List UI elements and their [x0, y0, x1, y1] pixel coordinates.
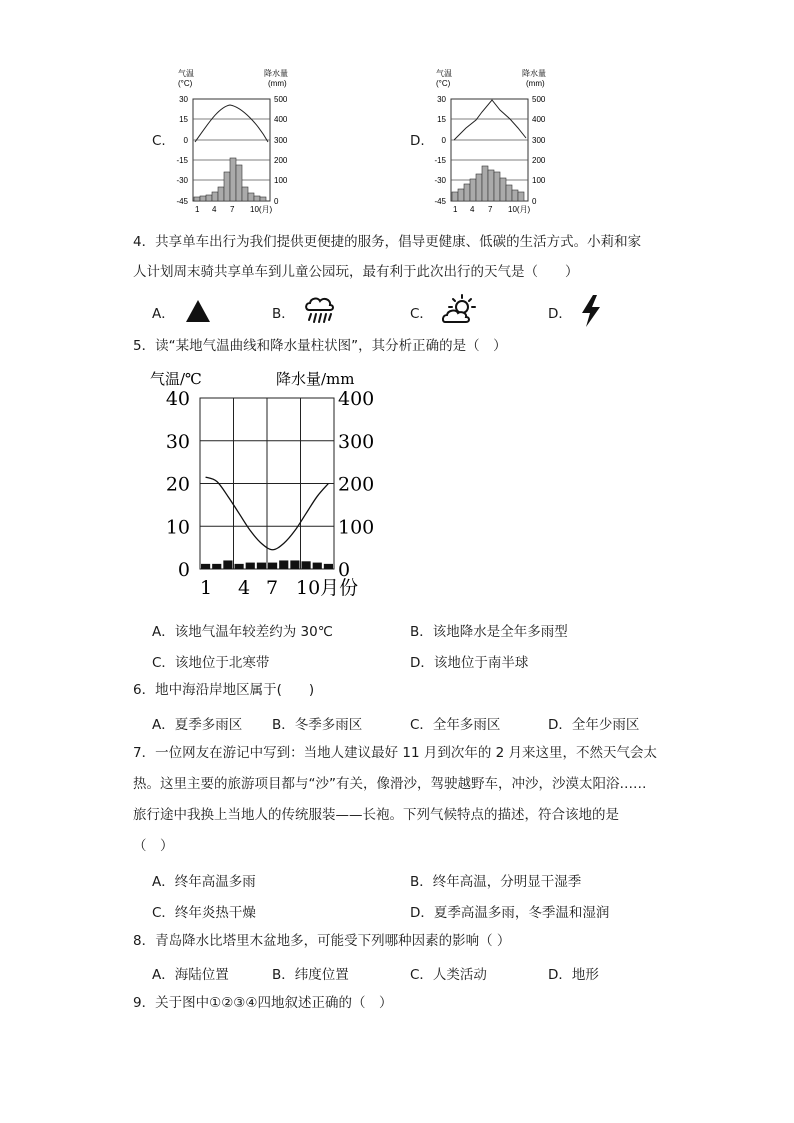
q5-precip-bar [302, 561, 311, 569]
q5-temp-tick: 30 [165, 430, 190, 453]
chart-c-ttick: -15 [176, 156, 188, 165]
q5-temp-tick: 0 [177, 559, 190, 581]
q5-temp-tick: 10 [165, 516, 190, 539]
chart-c-ttick: -45 [176, 197, 188, 206]
q5-option-a[interactable]: A．该地气温年较差约为 30℃ [152, 624, 333, 640]
q5-xtick: 1 [200, 577, 213, 599]
chart-c-ptick: 200 [274, 156, 288, 165]
lightning-icon [578, 294, 604, 328]
q5-precip-tick: 200 [338, 473, 375, 496]
q4-option-b[interactable] [272, 302, 295, 322]
chart-d-letter: D. [410, 133, 425, 149]
q5-precip-bar [290, 560, 299, 569]
q4-option-c-letter: C． [410, 306, 433, 322]
chart-c-ptick: 100 [274, 176, 288, 185]
q7-option-d[interactable]: D．夏季高温多雨，冬季温和湿润 [410, 905, 610, 921]
chart-d-ptick: 100 [532, 176, 546, 185]
q6-option-c[interactable]: C．全年多雨区 [410, 717, 501, 733]
chart-d-xtick: 4 [470, 205, 475, 214]
q7-line-3: 旅行途中我换上当地人的传统服装——长袍。下列气候特点的描述，符合该地的是 [133, 807, 619, 823]
q5-precip-tick: 300 [338, 430, 375, 453]
chart-c-xtick: 7 [230, 205, 235, 214]
q6-stem: 6．地中海沿岸地区属于( ) [133, 682, 315, 698]
q5-precip-tick: 400 [338, 388, 375, 410]
chart-d-ptick: 200 [532, 156, 546, 165]
chart-c [168, 62, 298, 220]
q7-line-2: 热。这里主要的旅游项目都与“沙”有关，像滑沙，驾驶越野车，冲沙，沙漠太阳浴…… [133, 776, 647, 792]
chart-d-ptick: 500 [532, 95, 546, 104]
chart-d-left-label-2: (°C) [436, 79, 451, 88]
q7-line-1: 7．一位网友在游记中写到：当地人建议最好 11 月到次年的 2 月来这里，不然天气会太 [133, 745, 658, 761]
chart-c-xtick: 10(月) [250, 205, 273, 214]
q5-precip-bar [212, 564, 221, 569]
q5-xtick: 4 [238, 577, 251, 599]
chart-d-ttick: -30 [434, 176, 446, 185]
q6-option-d[interactable]: D．全年少雨区 [548, 717, 640, 733]
q5-precip-bar [279, 560, 288, 569]
q5-precip-bar [201, 564, 210, 569]
q5-precip-tick: 0 [338, 559, 351, 581]
chart-d-right-label-2: (mm) [526, 79, 545, 88]
chart-d-left-label-1: 气温 [436, 69, 452, 78]
q5-xtick: 7 [266, 577, 279, 599]
chart-d-xtick: 10(月) [508, 205, 531, 214]
q4-option-d[interactable] [548, 302, 572, 322]
q8-stem: 8．青岛降水比塔里木盆地多，可能受下列哪种因素的影响（ ） [133, 933, 511, 949]
chart-d-xtick: 1 [453, 205, 458, 214]
chart-d-ttick: 30 [437, 95, 446, 104]
q5-temp-tick: 40 [165, 388, 190, 410]
triangle-icon [184, 298, 212, 324]
q5-precip-bar [257, 563, 266, 569]
q5-right-axis-label: 降水量/mm [276, 370, 355, 388]
q8-option-b[interactable]: B．纬度位置 [272, 967, 349, 983]
chart-c-ttick: 30 [179, 95, 188, 104]
chart-d [426, 62, 556, 220]
q5-precip-bar [268, 563, 277, 569]
q7-option-a[interactable]: A．终年高温多雨 [152, 874, 256, 890]
chart-d-ptick: 400 [532, 115, 546, 124]
q5-precip-bar [313, 563, 322, 569]
chart-d-ptick: 300 [532, 136, 546, 145]
q7-option-c[interactable]: C．终年炎热干燥 [152, 905, 256, 921]
chart-c-xtick: 4 [212, 205, 217, 214]
q4-option-a[interactable] [152, 302, 175, 322]
chart-c-xtick: 1 [195, 205, 200, 214]
q5-precip-tick: 100 [338, 516, 375, 539]
chart-c-ttick: 0 [183, 136, 188, 145]
chart-d-xtick: 7 [488, 205, 493, 214]
q6-option-b[interactable]: B．冬季多雨区 [272, 717, 363, 733]
q5-option-b[interactable]: B．该地降水是全年多雨型 [410, 624, 568, 640]
q4-line-1: 4．共享单车出行为我们提供更便捷的服务，倡导更健康、低碳的生活方式。小莉和家 [133, 234, 642, 250]
sun-cloud-icon [442, 294, 478, 326]
q7-option-b[interactable]: B．终年高温，分明显干湿季 [410, 874, 582, 890]
chart-c-right-label-1: 降水量 [264, 69, 288, 78]
q5-xtick: 10月份 [296, 577, 359, 599]
q4-option-b-letter: B． [272, 306, 295, 322]
chart-d-ttick: -15 [434, 156, 446, 165]
q7-line-4: （ ） [133, 838, 174, 854]
chart-c-ptick: 300 [274, 136, 288, 145]
cloud-rain-icon [303, 294, 337, 326]
q9-stem: 9．关于图中①②③④四地叙述正确的（ ） [133, 995, 393, 1011]
chart-c-left-label-2: (°C) [178, 79, 193, 88]
chart-c-right-label-2: (mm) [268, 79, 287, 88]
chart-d-ttick: 0 [441, 136, 446, 145]
q4-option-d-letter: D． [548, 306, 572, 322]
chart-d-ttick: -45 [434, 197, 446, 206]
q5-climate-chart [140, 364, 380, 604]
q5-precip-bar [223, 560, 232, 569]
chart-d-ptick: 0 [532, 197, 537, 206]
q8-option-c[interactable]: C．人类活动 [410, 967, 487, 983]
chart-c-ptick: 400 [274, 115, 288, 124]
chart-c-ptick: 500 [274, 95, 288, 104]
chart-c-ttick: -30 [176, 176, 188, 185]
chart-c-left-label-1: 气温 [178, 69, 194, 78]
q6-option-a[interactable]: A．夏季多雨区 [152, 717, 243, 733]
q5-precip-bar [324, 564, 333, 569]
q5-temp-tick: 20 [165, 473, 190, 496]
chart-d-ttick: 15 [437, 115, 446, 124]
chart-c-ptick: 0 [274, 197, 279, 206]
q8-option-d[interactable]: D．地形 [548, 967, 599, 983]
q5-option-d[interactable]: D．该地位于南半球 [410, 655, 529, 671]
q8-option-a[interactable]: A．海陆位置 [152, 967, 229, 983]
chart-d-right-label-1: 降水量 [522, 69, 546, 78]
q5-precip-bar [246, 563, 255, 569]
q5-precip-bar [235, 564, 244, 569]
q5-left-axis-label: 气温/℃ [150, 370, 202, 388]
q5-stem: 5．读“某地气温曲线和降水量柱状图”，其分析正确的是（ ） [133, 338, 507, 354]
chart-c-letter: C. [152, 133, 166, 149]
q4-option-c[interactable] [410, 302, 433, 322]
q5-option-c[interactable]: C．该地位于北寒带 [152, 655, 270, 671]
chart-c-ttick: 15 [179, 115, 188, 124]
q4-line-2: 人计划周末骑共享单车到儿童公园玩，最有利于此次出行的天气是（ ） [133, 264, 579, 280]
q4-option-a-letter: A． [152, 306, 175, 322]
